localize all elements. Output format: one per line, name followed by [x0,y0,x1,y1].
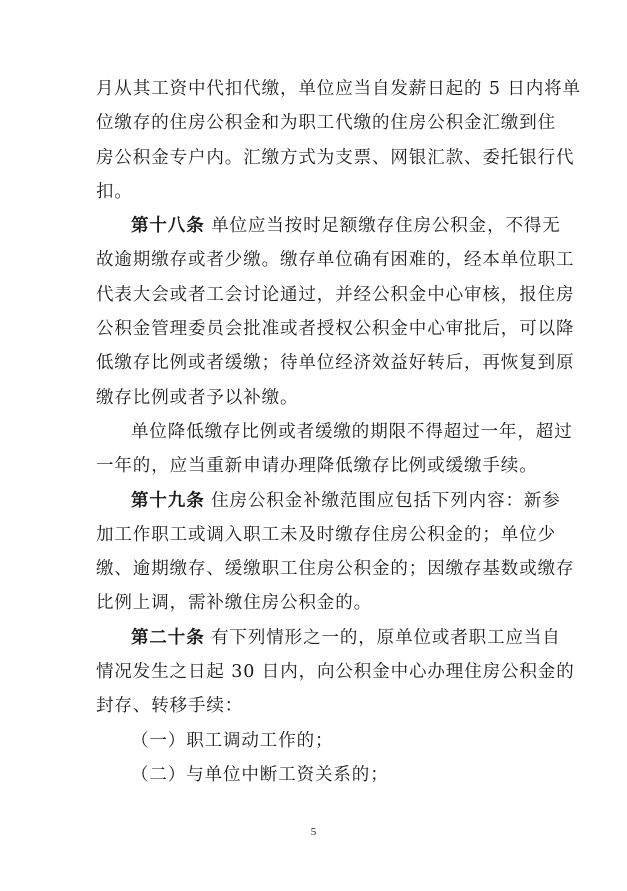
paragraph-line: 公积金管理委员会批准或者授权公积金中心审批后，可以降 [96,319,575,340]
paragraph-line: 月从其工资中代扣代缴，单位应当自发薪日起的 5 日内将单 [96,79,581,99]
page-number: 5 [310,826,317,838]
list-item: （二）与单位中断工资关系的； [131,764,389,785]
paragraph-line: 情况发生之日起 30 日内，向公积金中心办理住房公积金的 [96,662,575,683]
paragraph-line: 房公积金专户内。汇缴方式为支票、网银汇款、委托银行代 [96,147,575,168]
article-text: 住房公积金补缴范围应包括下列内容：新参 [211,490,561,511]
paragraph-line: 故逾期缴存或者少缴。缴存单位确有困难的，经本单位职工 [96,250,575,271]
paragraph-line: 代表大会或者工会讨论通过，并经公积金中心审核，报住房 [96,284,575,305]
paragraph-line: 缴存比例或者予以补缴。 [96,387,299,408]
paragraph-line: 封存、转移手续： [96,696,244,717]
paragraph-line: 扣。 [96,181,133,202]
paragraph-first-line: 单位降低缴存比例或者缓缴的期限不得超过一年，超过 [131,421,573,442]
article-19-first-line [96,484,561,518]
paragraph-line: 位缴存的住房公积金和为职工代缴的住房公积金汇缴到住 [96,113,556,134]
article-20-first-line [96,621,561,655]
body-text [96,72,581,792]
article-text: 单位应当按时足额缴存住房公积金，不得无 [211,216,561,237]
paragraph-line: 一年的，应当重新申请办理降低缴存比例或缓缴手续。 [96,456,538,477]
paragraph-line: 低缴存比例或者缓缴；待单位经济效益好转后，再恢复到原 [96,353,575,374]
paragraph-line: 缴、逾期缴存、缓缴职工住房公积金的；因缴存基数或缴存 [96,559,575,580]
article-18-first-line [96,209,561,243]
list-item: （一）职工调动工作的； [131,730,334,751]
article-heading: 第二十条 [131,627,205,648]
paragraph-line: 加工作职工或调入职工未及时缴存住房公积金的；单位少 [96,524,556,545]
article-text: 有下列情形之一的，原单位或者职工应当自 [211,627,561,648]
article-heading: 第十九条 [131,490,205,511]
paragraph-line: 比例上调，需补缴住房公积金的。 [96,593,372,614]
article-heading: 第十八条 [131,216,205,237]
